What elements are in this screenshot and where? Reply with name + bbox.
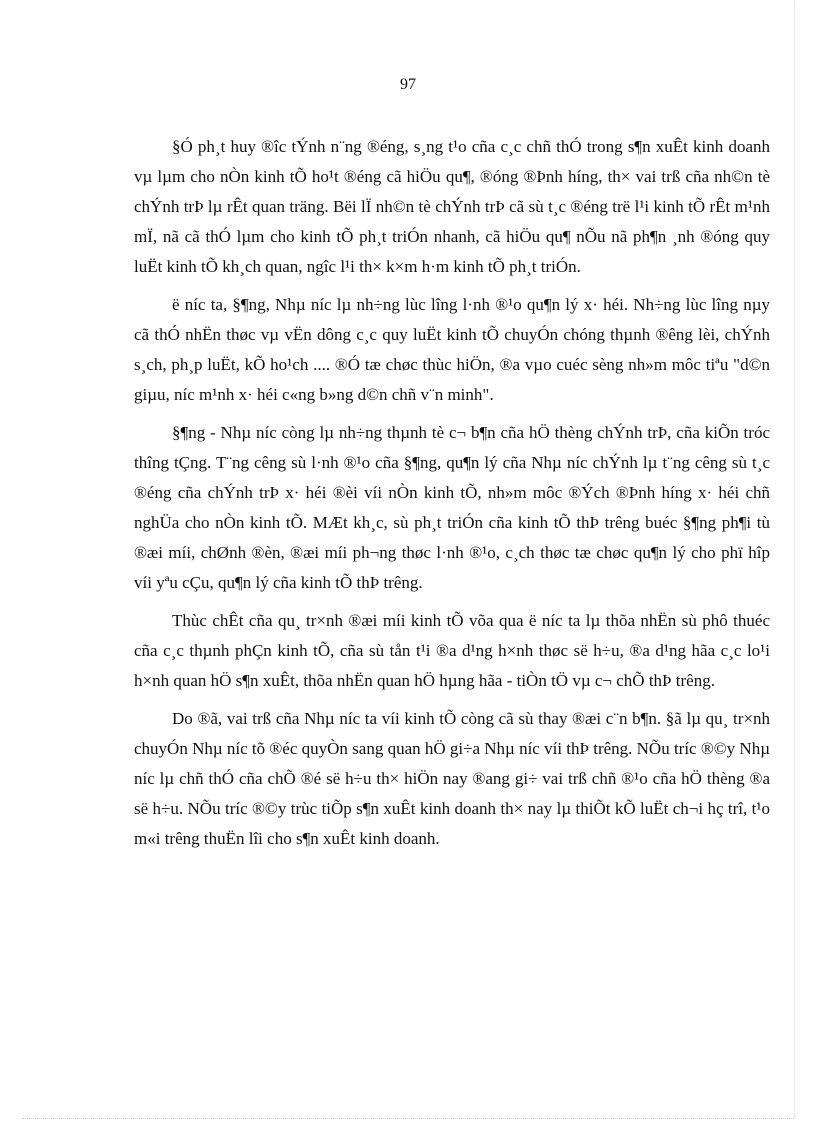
paragraph: Do ®ã, vai trß cña Nhµ níc ta víi kinh tÕ còng cã sù thay ®æi c¨n b¶n. §ã lµ qu¸ tr×nh chuyÓn Nhµ níc tõ ®éc quyÒn sang quan hÖ gi÷a Nhµ níc víi thÞ trêng. NÕu tríc ®©y Nhµ níc lµ chñ thÓ cña chÕ ®é së h÷u th× hiÖn nay ®ang gi÷ vai trß chñ ®¹o cña hÖ thèng ®a së h÷u. NÕu tríc ®©y trùc tiÕp s¶n xuÊt kinh doanh th× nay lµ thiÕt kÕ luËt ch¬i hç trî, t¹o m«i trêng thuËn lîi cho s¶n xuÊt kinh doanh. xyxy=(134,709,771,848)
paragraph: §Ó ph¸t huy ®îc tÝnh n¨ng ®éng, s¸ng t¹o cña c¸c chñ thÓ trong s¶n xuÊt kinh doanh vµ lµm cho nÒn kinh tÕ ho¹t ®éng cã hiÖu qu¶, ®óng ®Þnh híng, th× vai trß cña nh©n tè chÝnh trÞ lµ rÊt quan träng. Bëi lÏ nh©n tè chÝnh trÞ cã sù t¸c ®éng trë l¹i kinh tÕ rÊt m¹nh mÏ, nã cã thÓ lµm cho kinh tÕ ph¸t triÓn nhanh, cã hiÖu qu¶ nÕu nã ph¶n ¸nh ®óng quy luËt kinh tÕ kh¸ch quan, ngîc l¹i th× k×m h·m kinh tÕ ph¸t triÓn. xyxy=(134,137,770,276)
paragraph: §¶ng - Nhµ níc còng lµ nh÷ng thµnh tè c¬ b¶n cña hÖ thèng chÝnh trÞ, cña kiÕn tróc thîng tÇng. T¨ng cêng sù l·nh ®¹o cña §¶ng, qu¶n lý cña Nhµ níc chÝnh lµ t¨ng cêng sù t¸c ®éng cña chÝnh trÞ x· héi ®èi víi nÒn kinh tÕ, nh»m môc ®Ých ®Þnh híng x· héi chñ nghÜa cho nÒn kinh tÕ. MÆt kh¸c, sù ph¸t triÓn cña kinh tÕ thÞ trêng buéc §¶ng ph¶i tù ®æi míi, chØnh ®èn, ®æi míi ph¬ng thøc l·nh ®¹o, c¸ch thøc tæ chøc qu¶n lý cho phï hîp víi yªu cÇu, qu¶n lý cña kinh tÕ thÞ trêng. xyxy=(134,423,770,592)
page-bottom-edge xyxy=(22,1118,794,1119)
page-number: 97 xyxy=(400,76,416,93)
paragraph: Thùc chÊt cña qu¸ tr×nh ®æi míi kinh tÕ võa qua ë níc ta lµ thõa nhËn sù phô thuéc cña c¸c thµnh phÇn kinh tÕ, cña sù tån t¹i ®a d¹ng h×nh thøc së h÷u, ®a d¹ng hãa c¸c lo¹i h×nh quan hÖ s¶n xuÊt, thõa nhËn quan hÖ hµng hãa - tiÒn tÖ vµ c¬ chÕ thÞ trêng. xyxy=(134,611,770,690)
page-right-edge xyxy=(794,0,795,1118)
body-text xyxy=(134,132,770,854)
paragraph: ë níc ta, §¶ng, Nhµ níc lµ nh÷ng lùc lîng l·nh ®¹o qu¶n lý x· héi. Nh÷ng lùc lîng nµy cã thÓ nhËn thøc vµ vËn dông c¸c quy luËt kinh tÕ chuyÓn chóng thµnh ®êng lèi, chÝnh s¸ch, ph¸p luËt, kÕ ho¹ch .... ®Ó tæ chøc thùc hiÖn, ®a vµo cuéc sèng nh»m môc tiªu "d©n giµu, níc m¹nh x· héi c«ng b»ng d©n chñ v¨n minh". xyxy=(134,295,770,404)
